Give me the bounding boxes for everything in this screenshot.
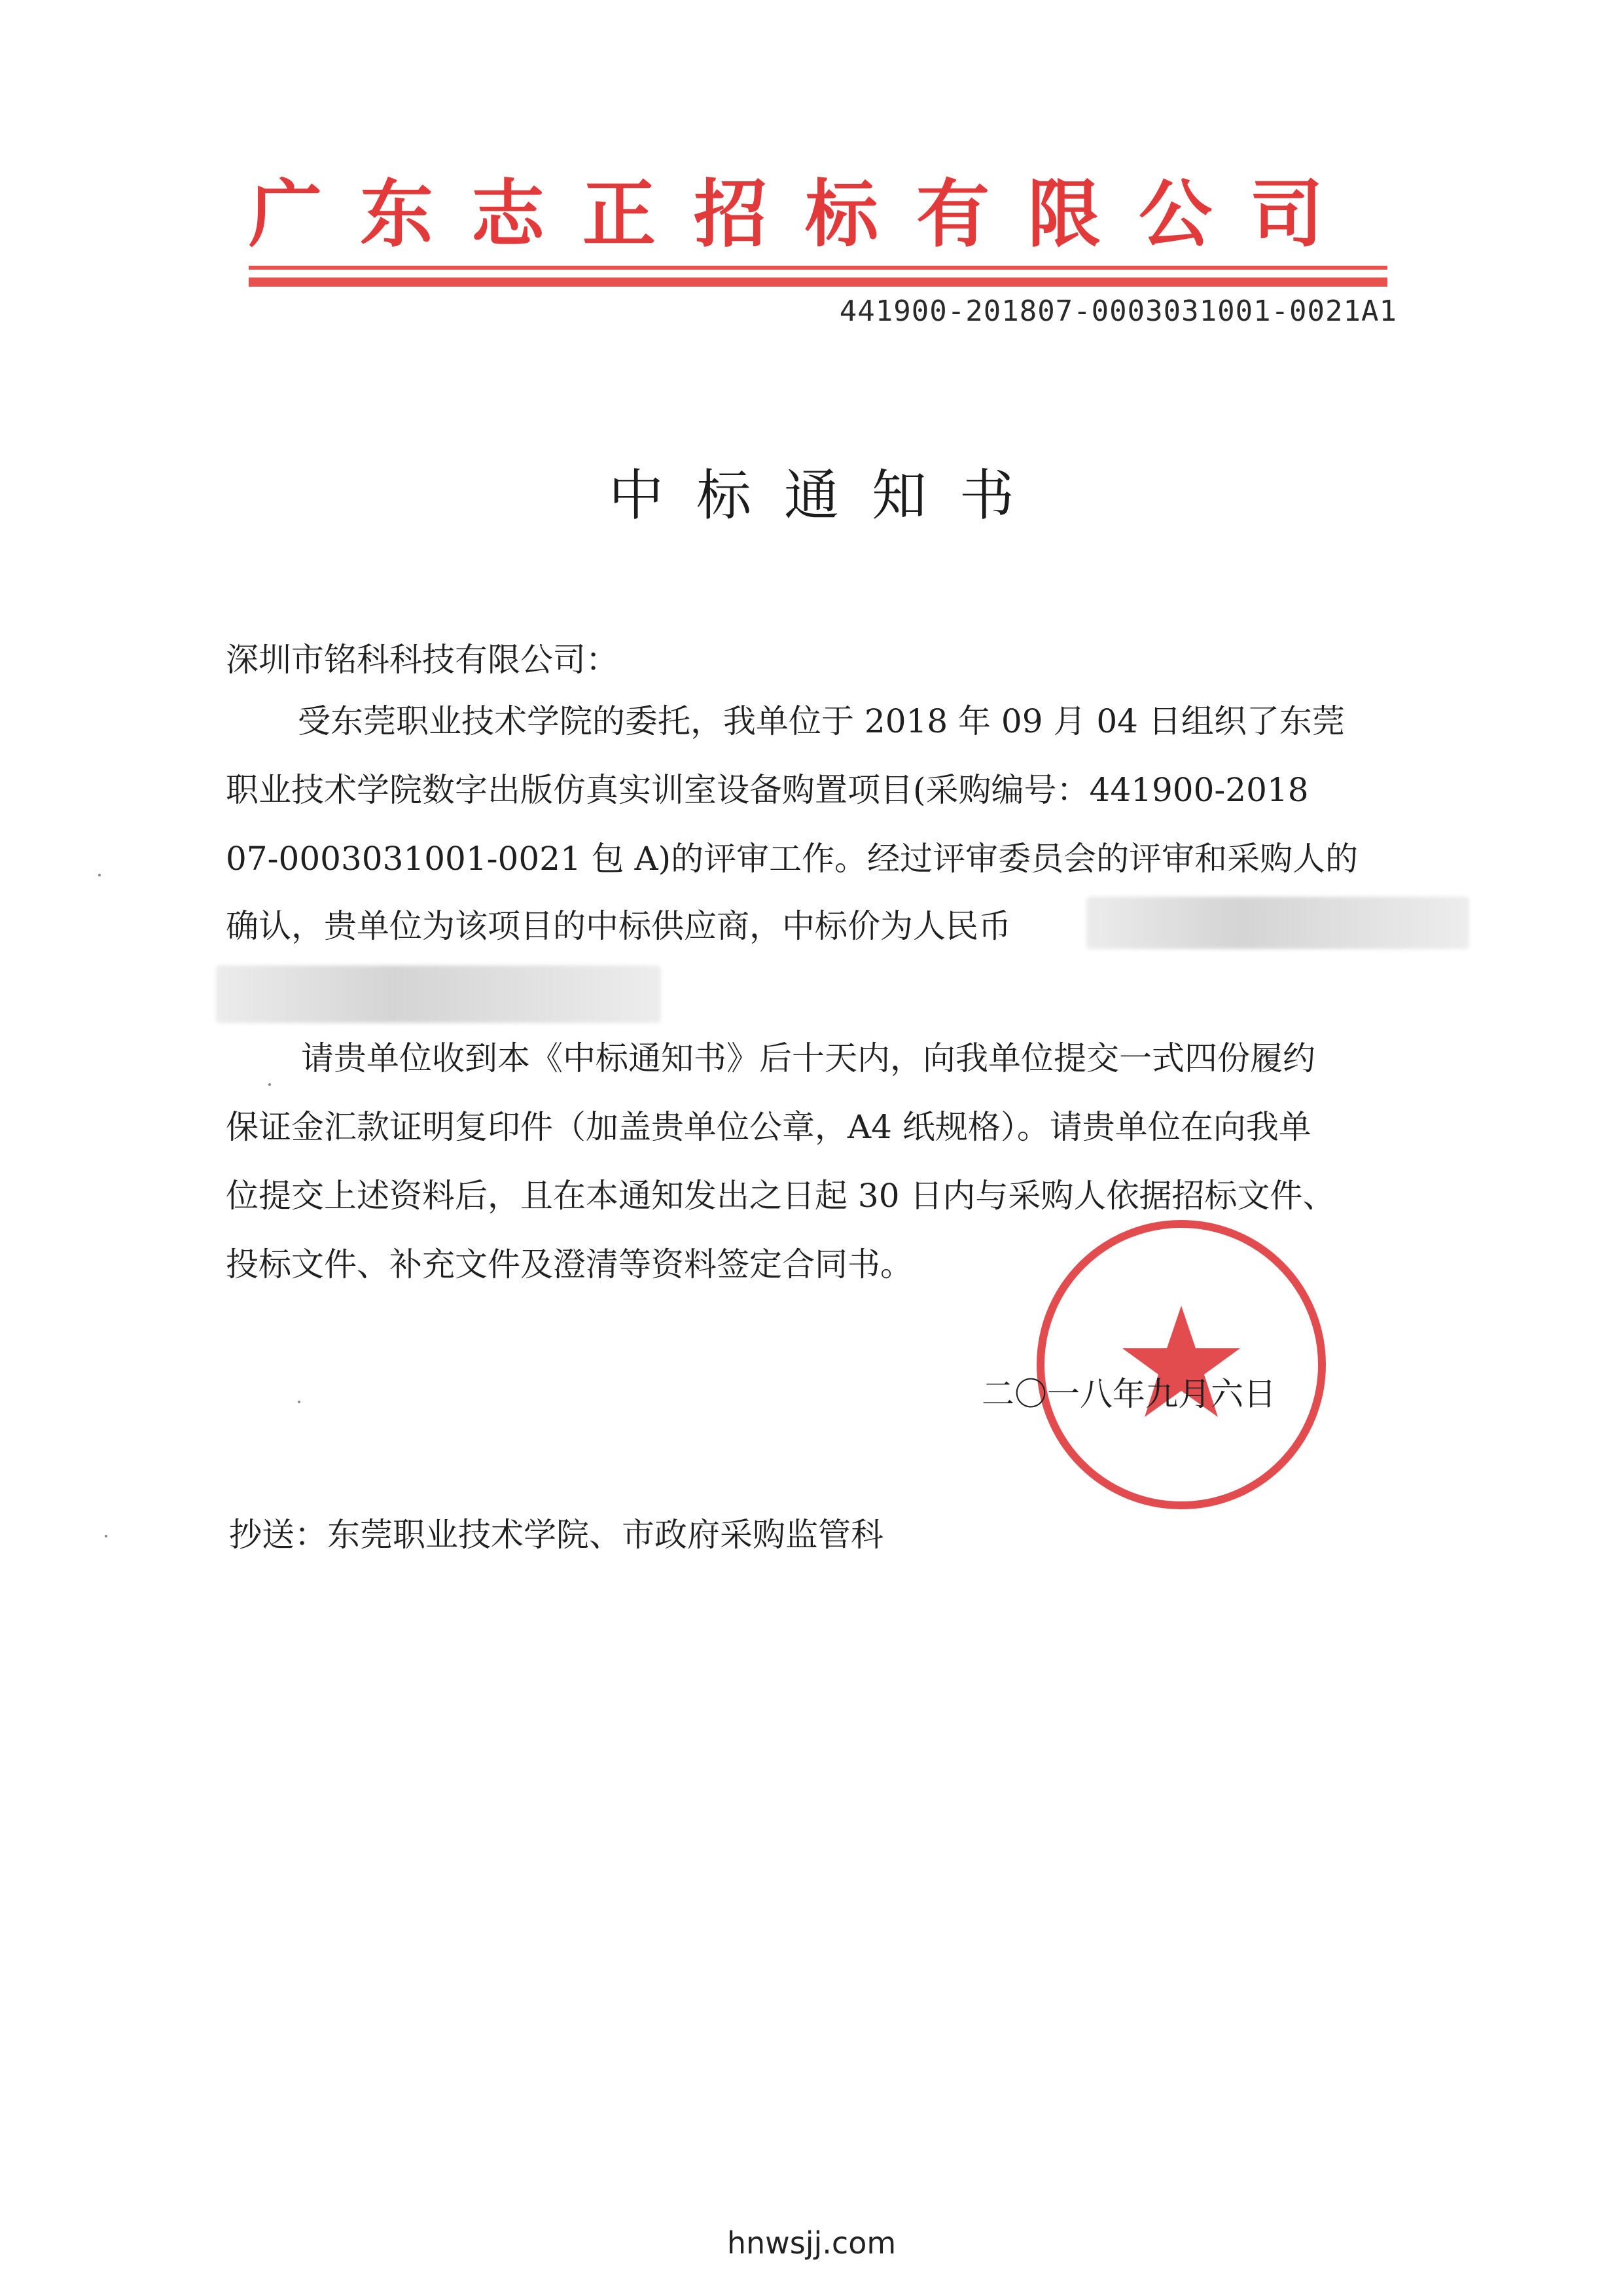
cc-line: 抄送：东莞职业技术学院、市政府采购监管科 [229,1516,883,1554]
paragraph1-line: 职业技术学院数字出版仿真实训室设备购置项目(采购编号：441900-2018 [226,771,1309,809]
watermark: hnwsjj.com [726,2225,897,2261]
paragraph1-line: 07-0003031001-0021 包 A)的评审工作。经过评审委员会的评审和采购人的 [226,840,1359,878]
paragraph2-line: 保证金汇款证明复印件（加盖贵单位公章，A4 纸规格）。请贵单位在向我单 [226,1108,1311,1146]
paragraph2-line: 位提交上述资料后，且在本通知发出之日起 30 日内与采购人依据招标文件、 [226,1177,1336,1215]
scan-speck [105,1535,107,1537]
scan-speck [98,874,101,876]
redaction-block [1086,897,1469,949]
company-name: 广东志正招标有限公司 [249,172,1361,257]
paragraph1-line: 确认，贵单位为该项目的中标供应商，中标价为人民币 [226,907,1011,945]
scan-speck [268,1083,271,1086]
paragraph2-line: 请贵单位收到本《中标通知书》后十天内，向我单位提交一式四份履约 [301,1039,1315,1077]
letterhead [249,156,1387,287]
document-number: 441900-201807-0003031001-0021A1 [839,295,1397,328]
addressee: 深圳市铭科科技有限公司： [226,641,618,679]
redaction-block [216,965,661,1023]
paragraph2-line: 投标文件、补充文件及澄清等资料签定合同书。 [226,1246,913,1283]
letterhead-rule-thick [249,278,1387,287]
letterhead-rule-thin [249,266,1387,270]
paragraph1-line: 受东莞职业技术学院的委托，我单位于 2018 年 09 月 04 日组织了东莞 [298,702,1345,740]
issue-date: 二〇一八年九月六日 [982,1375,1276,1413]
document-title: 中标通知书 [608,463,1047,528]
scan-speck [298,1401,300,1403]
official-seal [1031,1214,1332,1515]
